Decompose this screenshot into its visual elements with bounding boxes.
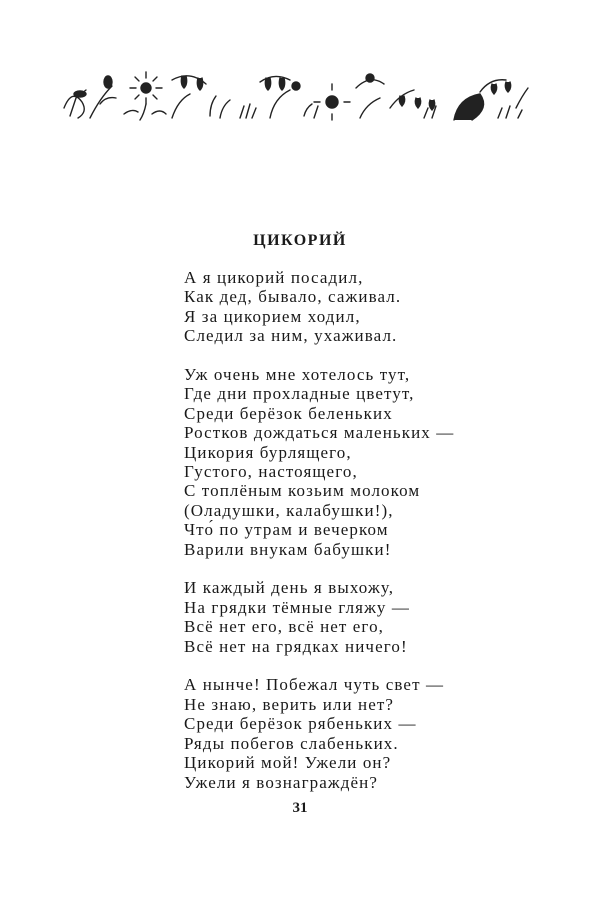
poem-line: Варили внукам бабушки! bbox=[184, 539, 392, 559]
poem-line: Где дни прохладные цветут, bbox=[184, 384, 415, 404]
poem-line: Я за цикорием ходил, bbox=[184, 306, 361, 326]
poem-line: Не знаю, верить или нет? bbox=[184, 694, 395, 714]
poem-line: Цикория бурлящего, bbox=[184, 442, 352, 462]
poem-line: Ряды побегов слабеньких. bbox=[184, 733, 399, 753]
stanza-4 bbox=[184, 675, 544, 791]
poem-line: (Оладушки, калабушки!), bbox=[184, 500, 394, 520]
poem-line: Среди берёзок рябеньких — bbox=[184, 714, 417, 734]
poem-line: А нынче! Побежал чуть свет — bbox=[184, 675, 445, 695]
poem-body bbox=[184, 268, 544, 811]
poem-line: Всё нет его, всё нет его, bbox=[184, 617, 385, 637]
poem-line: Ростков дождаться маленьких — bbox=[184, 423, 455, 443]
floral-ornament-border bbox=[60, 68, 532, 130]
stanza-3 bbox=[184, 578, 544, 656]
poem-line: Ужели я вознаграждён? bbox=[184, 772, 378, 792]
poem-line: Уж очень мне хотелось тут, bbox=[184, 365, 411, 385]
stanza-1 bbox=[184, 268, 544, 346]
poem-line: Цикорий мой! Ужели он? bbox=[184, 753, 392, 773]
page-number: 31 bbox=[292, 800, 308, 816]
stanza-2 bbox=[184, 365, 544, 559]
poem-line: Что́ по утрам и вечерком bbox=[184, 520, 389, 540]
poem-line: Густого, настоящего, bbox=[184, 462, 358, 482]
poem-line: Следил за ним, ухаживал. bbox=[184, 326, 398, 346]
poem-line: А я цикорий посадил, bbox=[184, 268, 364, 287]
poem-line: Среди берёзок беленьких bbox=[184, 403, 393, 423]
poem-line: На грядки тёмные гляжу — bbox=[184, 597, 410, 617]
poem-line: И каждый день я выхожу, bbox=[184, 578, 395, 598]
poem-line: Как дед, бывало, саживал. bbox=[184, 287, 402, 307]
poem-title: ЦИКОРИЙ bbox=[253, 232, 347, 249]
poem-line: С топлёным козьим молоком bbox=[184, 481, 421, 501]
poem-line: Всё нет на грядках ничего! bbox=[184, 636, 408, 656]
